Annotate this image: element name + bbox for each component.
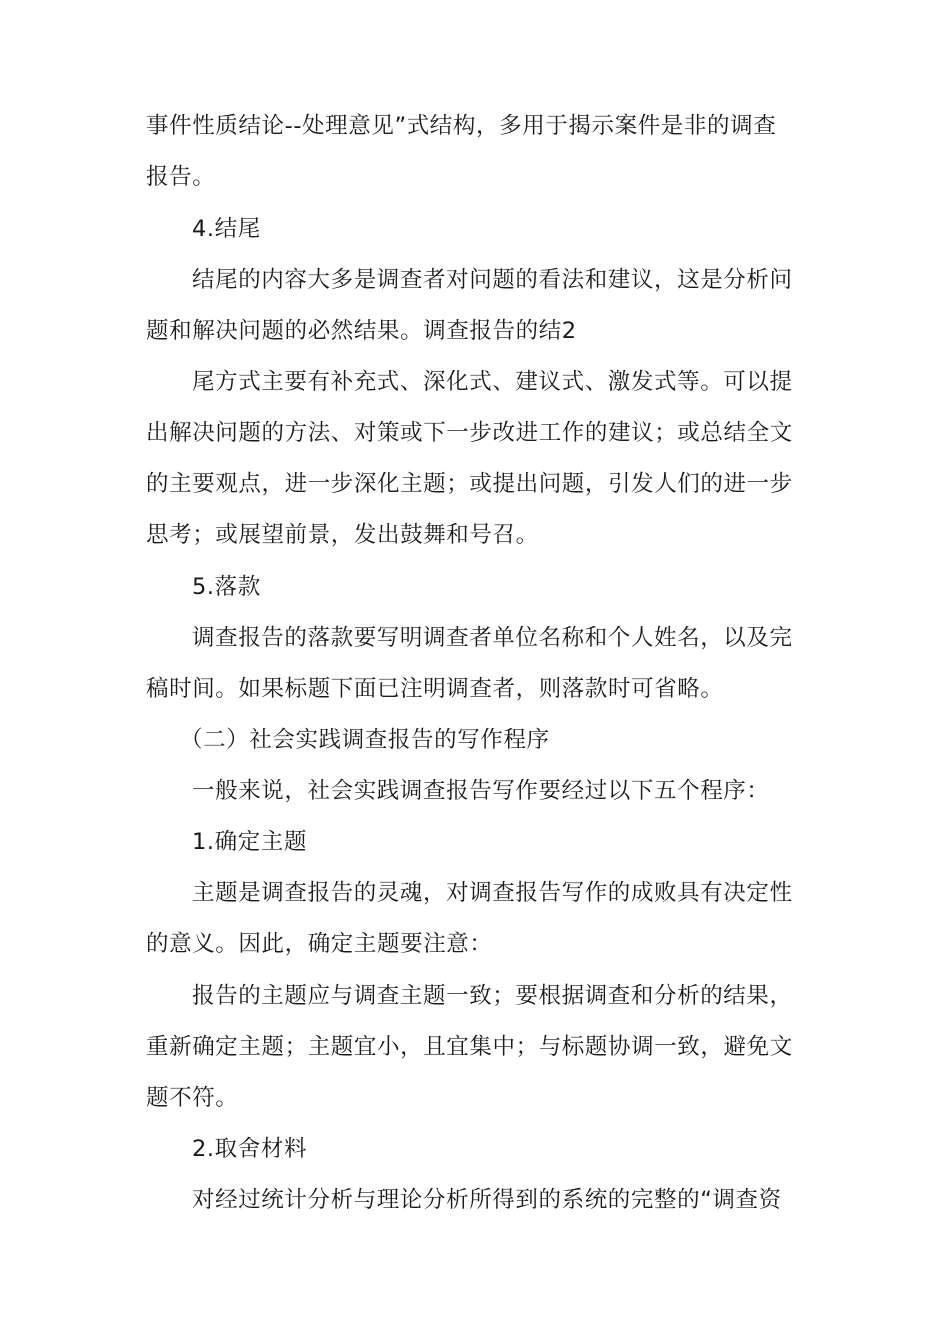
text-line: 对经过统计分析与理论分析所得到的系统的完整的“调查资 [192,1187,782,1213]
text-line: 尾方式主要有补充式、深化式、建议式、激发式等。可以提 [192,369,793,395]
text-line: 一般来说，社会实践调查报告写作要经过以下五个程序： [192,778,770,804]
text-line: 结尾的内容大多是调查者对问题的看法和建议，这是分析问 [192,267,793,293]
text-line: 的主要观点，进一步深化主题；或提出问题，引发人们的进一步 [146,471,793,497]
section-heading-materials: 2.取舍材料 [192,1136,308,1162]
text-line: 调查报告的落款要写明调查者单位名称和个人姓名，以及完 [192,625,793,651]
text-line: 稿时间。如果标题下面已注明调查者，则落款时可省略。 [146,676,724,702]
text-line: 事件性质结论--处理意见”式结构，多用于揭示案件是非的调查 [146,113,777,139]
text-line: 报告。 [146,164,216,190]
section-heading-signature: 5.落款 [192,574,261,600]
text-line: 思考；或展望前景，发出鼓舞和号召。 [146,522,539,548]
section-heading-procedure: （二）社会实践调查报告的写作程序 [180,727,550,753]
text-line: 主题是调查报告的灵魂，对调查报告写作的成败具有决定性 [192,880,793,906]
section-heading-ending: 4.结尾 [192,216,261,242]
text-line: 重新确定主题；主题宜小，且宜集中；与标题协调一致，避免文 [146,1034,793,1060]
section-heading-theme: 1.确定主题 [192,829,308,855]
text-line: 题和解决问题的必然结果。调查报告的结2 [146,318,577,344]
text-line: 的意义。因此，确定主题要注意： [146,931,493,957]
text-line: 报告的主题应与调查主题一致；要根据调查和分析的结果， [192,983,793,1009]
text-line: 题不符。 [146,1085,239,1111]
text-line: 出解决问题的方法、对策或下一步改进工作的建议；或总结全文 [146,420,793,446]
